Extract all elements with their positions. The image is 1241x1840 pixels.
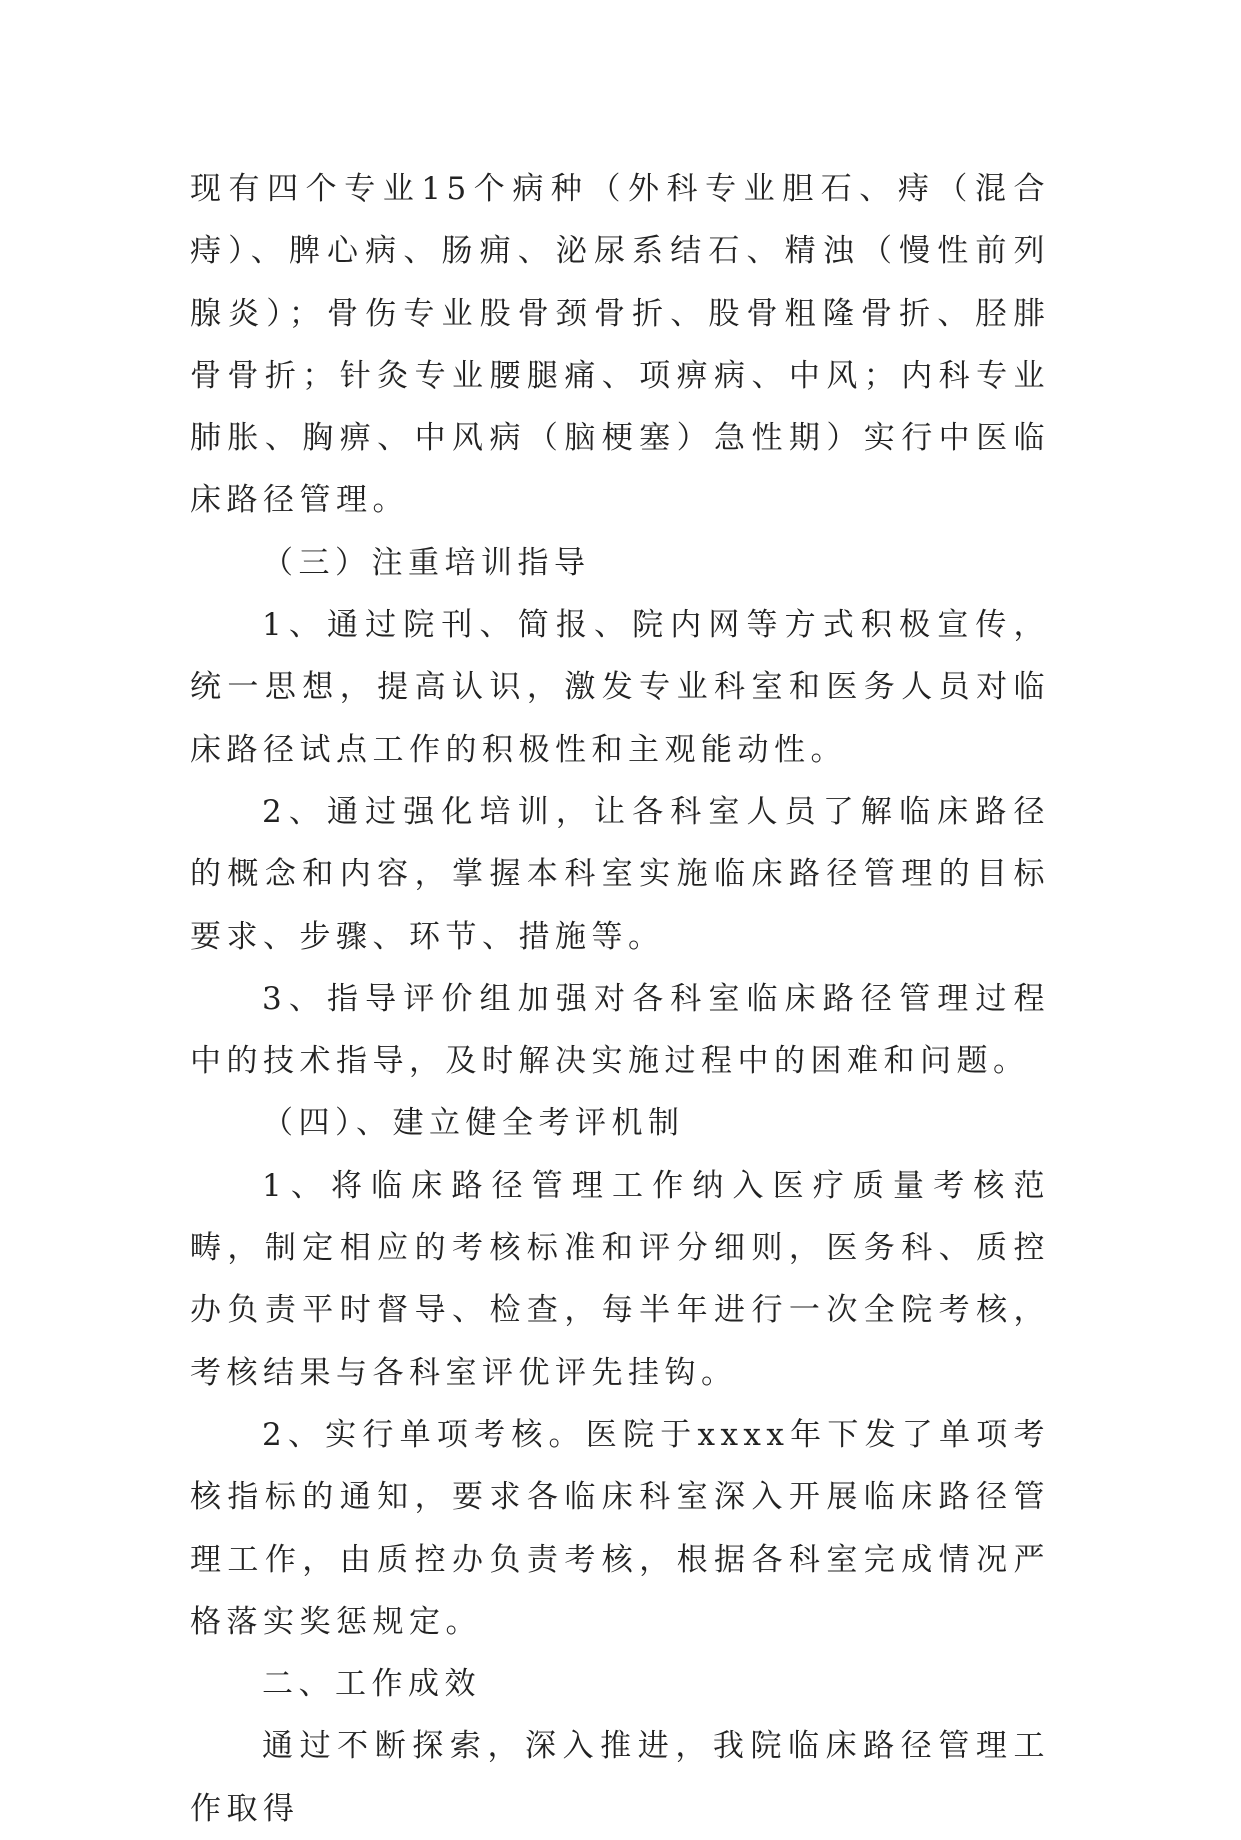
document-body	[190, 158, 1050, 1840]
heading-assessment-mechanism: （四）、建立健全考评机制	[262, 1105, 685, 1142]
paragraph-training-3: 3、指导评价组加强对各科室临床路径管理过程中的技术指导，及时解决实施过程中的困难和问题。	[190, 980, 1050, 1080]
paragraph-results: 通过不断探索，深入推进，我院临床路径管理工作取得	[190, 1728, 1050, 1827]
paragraph-training-1: 1、通过院刊、简报、院内网等方式积极宣传，统一思想，提高认识，激发专业科室和医务人员对临床路径试点工作的积极性和主观能动性。	[190, 607, 1050, 768]
paragraph-diseases: 现有四个专业15个病种（外科专业胆石、痔（混合痔）、脾心病、肠痈、泌尿系结石、精浊（慢性前列腺炎）；骨伤专业股骨颈骨折、股骨粗隆骨折、胫腓骨骨折；针灸专业腰腿痛、项痹病、中风；内科专业肺胀、胸痹、中风病（脑梗塞）急性期）实行中医临床路径管理。	[190, 171, 1050, 519]
paragraph-assessment-1: 1、将临床路径管理工作纳入医疗质量考核范畴，制定相应的考核标准和评分细则，医务科、质控办负责平时督导、检查，每半年进行一次全院考核，考核结果与各科室评优评先挂钩。	[190, 1167, 1050, 1391]
heading-work-results: 二、工作成效	[262, 1666, 481, 1703]
paragraph-assessment-2: 2、实行单项考核。医院于xxxx年下发了单项考核指标的通知，要求各临床科室深入开展临床路径管理工作，由质控办负责考核，根据各科室完成情况严格落实奖惩规定。	[190, 1416, 1050, 1640]
paragraph-training-2: 2、通过强化培训，让各科室人员了解临床路径的概念和内容，掌握本科室实施临床路径管理的目标要求、步骤、环节、措施等。	[190, 793, 1050, 955]
heading-training-guidance: （三）注重培训指导	[262, 544, 591, 581]
